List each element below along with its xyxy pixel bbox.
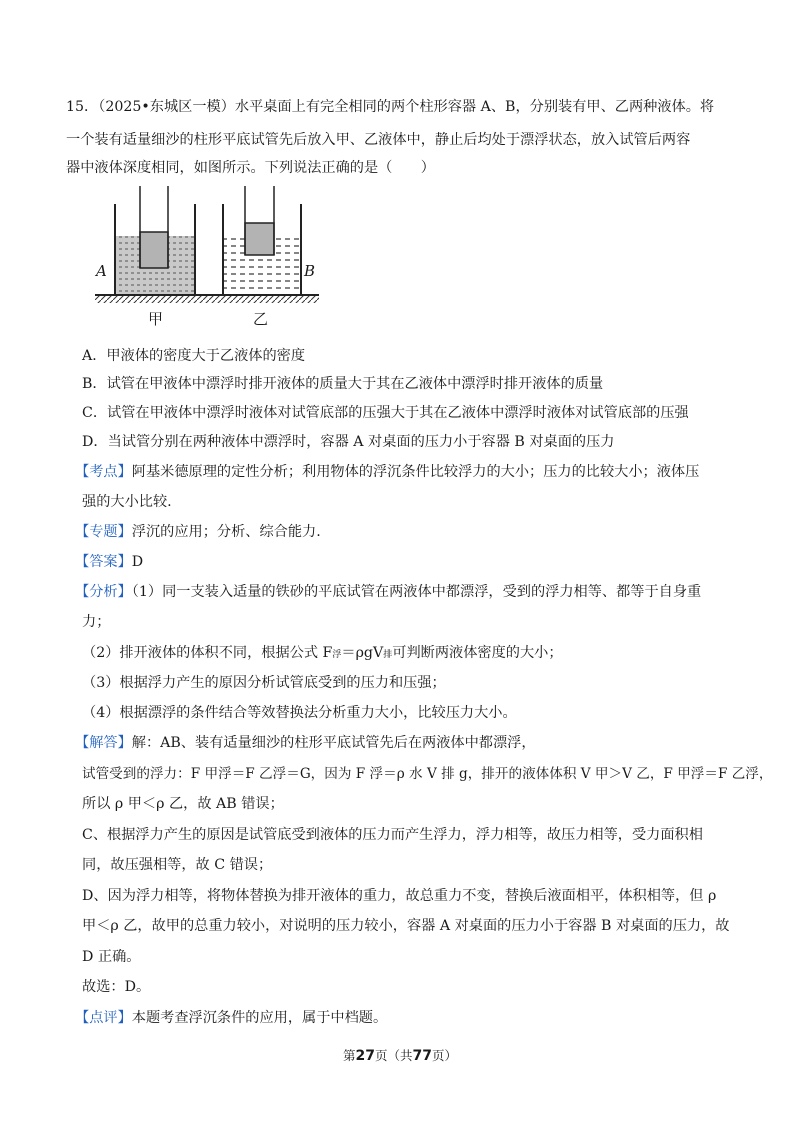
caption-jia: 甲: [148, 310, 164, 328]
footer-pre: 第: [342, 1048, 356, 1063]
caption-yi: 乙: [253, 310, 269, 328]
fenxi-line-1: [75, 582, 701, 602]
containers-diagram: [95, 186, 320, 334]
kaodian-line-1: [75, 462, 699, 482]
fenxi-line-5: （4）根据漂浮的条件结合等效替换法分析重力大小，比较压力大小。: [82, 705, 517, 721]
jieda-tag: 【解答】: [75, 735, 132, 751]
footer-post: 页）: [431, 1048, 457, 1063]
zhuanti-tag: 【专题】: [75, 524, 132, 540]
jieda-line-1: [75, 733, 536, 753]
fenxi-line-2: 力；: [82, 614, 111, 630]
page-footer: [0, 1046, 800, 1064]
fenxi-line-3: [82, 643, 563, 665]
experiment-figure: [95, 186, 320, 334]
jieda-line-5: 同，故压强相等，故 C 错误；: [82, 857, 273, 873]
jieda-line-2: 试管受到的浮力：F 甲浮＝F 乙浮＝G，因为 F 浮＝ρ 水 V 排 g，排开的液体体积 V 甲＞V 乙，F 甲浮＝F 乙浮，: [82, 766, 773, 782]
fenxi-3b: 浮: [332, 650, 342, 660]
dianping-tag: 【点评】: [75, 1010, 132, 1026]
jieda-line-3: 所以 ρ 甲＜ρ 乙，故 AB 错误；: [82, 796, 284, 812]
fenxi-3d: 排: [383, 650, 393, 660]
option-b: B．试管在甲液体中漂浮时排开液体的质量大于其在乙液体中漂浮时排开液体的质量: [82, 376, 604, 392]
answer-tag: 【答案】: [75, 554, 132, 570]
jieda-line-7: 甲＜ρ 乙，故甲的总重力较小，对说明的压力较小，容器 A 对桌面的压力小于容器 B 对桌面的压力，故: [82, 918, 730, 934]
zhuanti-line: [75, 522, 321, 542]
jieda-line-8: D 正确。: [82, 949, 141, 965]
jieda-line-9: 故选：D。: [82, 979, 151, 995]
fenxi-3c: ＝ρgV: [341, 645, 384, 661]
option-c: C．试管在甲液体中漂浮时液体对试管底部的压强大于其在乙液体中漂浮时液体对试管底部的压强: [82, 405, 689, 421]
test-tube-a: [140, 232, 168, 268]
test-tube-b: [245, 223, 274, 255]
page-total: 77: [412, 1048, 432, 1064]
footer-mid: 页（共: [374, 1048, 413, 1063]
label-a: A: [96, 262, 107, 280]
answer-text: D: [131, 554, 144, 570]
question-line-2: 一个装有适量细沙的柱形平底试管先后放入甲、乙液体中，静止后均处于漂浮状态，放入试管后两容: [66, 132, 691, 148]
kaodian-text: 阿基米德原理的定性分析；利用物体的浮沉条件比较浮力的大小；压力的比较大小；液体压: [131, 464, 700, 480]
jieda-text-1: 解：AB、装有适量细沙的柱形平底试管先后在两液体中都漂浮，: [131, 735, 536, 751]
fenxi-line-4: （3）根据浮力产生的原因分析试管底受到的压力和压强；: [82, 675, 446, 691]
option-a: A．甲液体的密度大于乙液体的密度: [82, 348, 306, 364]
dianping-line: [75, 1008, 387, 1028]
dianping-text: 本题考查浮沉条件的应用，属于中档题。: [131, 1010, 388, 1026]
zhuanti-text: 浮沉的应用；分析、综合能力.: [131, 524, 321, 540]
kaodian-line-2: 强的大小比较.: [82, 494, 172, 510]
jieda-line-6: D、因为浮力相等，将物体替换为排开液体的重力，故总重力不变，替换后液面相平，体积相等，但 ρ: [82, 888, 717, 904]
option-d: D．当试管分别在两种液体中漂浮时，容器 A 对桌面的压力小于容器 B 对桌面的压力: [82, 434, 615, 450]
page-number: 27: [355, 1048, 375, 1064]
kaodian-tag: 【考点】: [75, 464, 132, 480]
fenxi-tag: 【分析】: [75, 584, 132, 600]
jieda-line-4: C、根据浮力产生的原因是试管底受到液体的压力而产生浮力，浮力相等，故压力相等，受力面积相: [82, 827, 703, 843]
question-line-3: 器中液体深度相同，如图所示。下列说法正确的是（ ）: [66, 160, 435, 176]
fenxi-3a: （2）排开液体的体积不同，根据公式 F: [82, 645, 333, 661]
label-b: B: [304, 262, 316, 280]
answer-line: [75, 552, 143, 572]
fenxi-text-1: （1）同一支装入适量的铁砂的平底试管在两液体中都漂浮，受到的浮力相等、都等于自身重: [131, 584, 702, 600]
question-line-1: 15．（2025•东城区一模）水平桌面上有完全相同的两个柱形容器 A、B，分别装有甲、乙两种液体。将: [66, 99, 715, 115]
fenxi-3e: 可判断两液体密度的大小；: [392, 645, 563, 661]
